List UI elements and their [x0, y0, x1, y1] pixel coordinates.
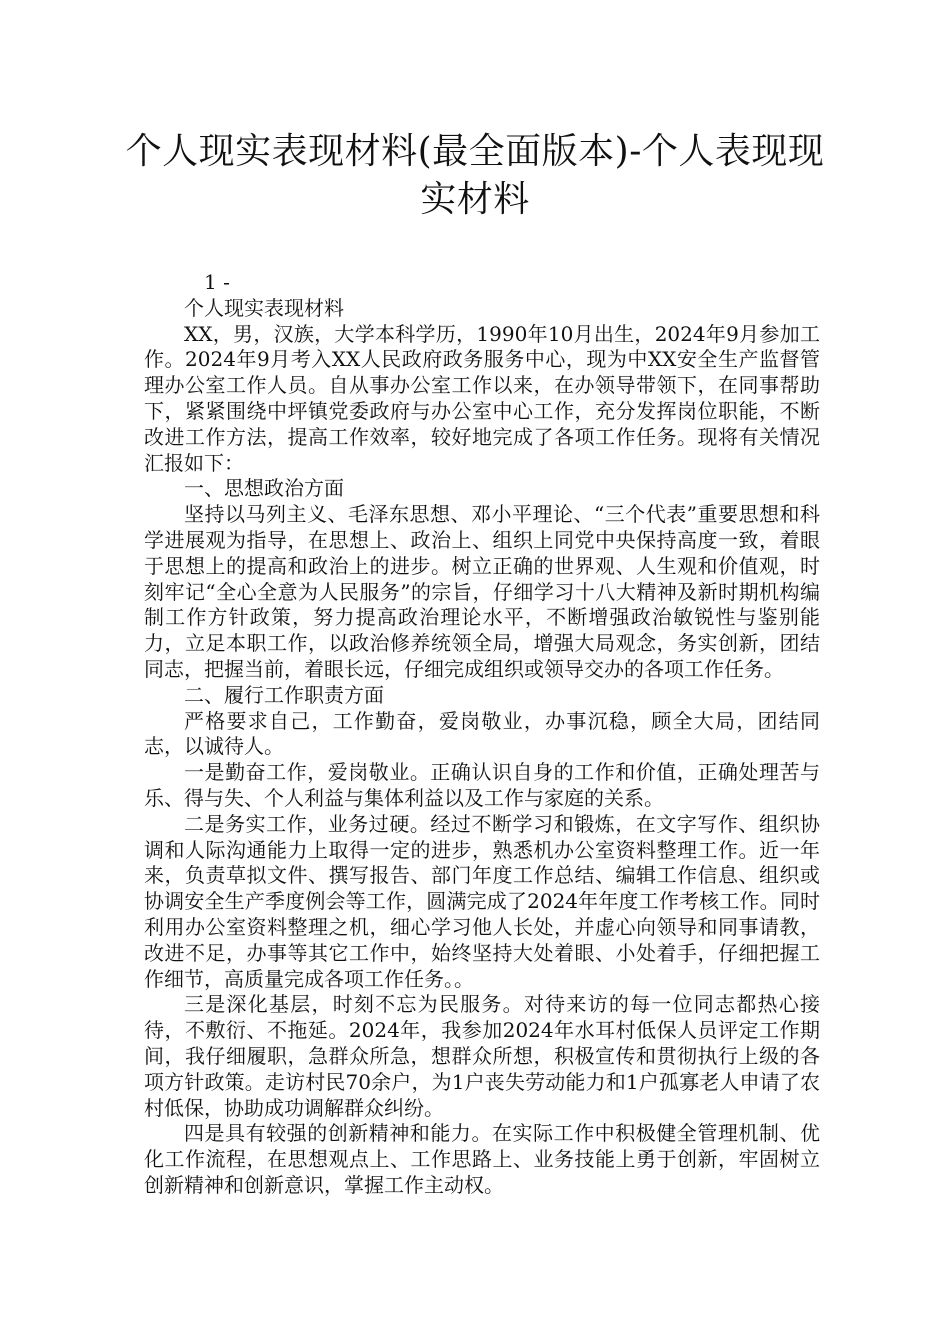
paragraph: 二是务实工作，业务过硬。经过不断学习和锻炼，在文字写作、组织协调和人际沟通能力上取得一定的进步，熟悉机办公室资料整理工作。近一年来，负责草拟文件、撰写报告、部门年度工作总结、编辑工作信息、组织或协调安全生产季度例会等工作，圆满完成了2024年年度工作考核工作。同时利用办公室资料整理之机，细心学习他人长处，并虚心向领导和同事请教，改进不足，办事等其它工作中，始终坚持大处着眼、小处着手，仔细把握工作细节，高质量完成各项工作任务。。: [144, 811, 820, 991]
paragraph: XX，男，汉族，大学本科学历，1990年10月出生，2024年9月参加工作。2024年9月考入XX人民政府政务服务中心，现为中XX安全生产监督管理办公室工作人员。自从事办公室工作以来，在办领导带领下，在同事帮助下，紧紧围绕中坪镇党委政府与办公室中心工作，充分发挥岗位职能，不断改进工作方法，提高工作效率，较好地完成了各项工作任务。现将有关情况汇报如下：: [144, 321, 820, 475]
paragraph: 三是深化基层，时刻不忘为民服务。对待来访的每一位同志都热心接待，不敷衍、不拖延。2024年，我参加2024年水耳村低保人员评定工作期间，我仔细履职，急群众所急，想群众所想，积极宣传和贯彻执行上级的各项方针政策。走访村民70余户，为1户丧失劳动能力和1户孤寡老人申请了农村低保，协助成功调解群众纠纷。: [144, 992, 820, 1120]
document-title: 个人现实表现材料(最全面版本)-个人表现现实材料: [125, 131, 825, 220]
section-heading: 二、履行工作职责方面: [184, 682, 384, 707]
paragraph: 坚持以马列主义、毛泽东思想、邓小平理论、“三个代表”重要思想和科学进展观为指导，在思想上、政治上、组织上同党中央保持高度一致，着眼于思想上的提高和政治上的进步。树立正确的世界观、人生观和价值观，时刻牢记“全心全意为人民服务”的宗旨，仔细学习十八大精神及新时期机构编制工作方针政策，努力提高政治理论水平，不断增强政治敏锐性与鉴别能力，立足本职工作，以政治修养统领全局，增强大局观念，务实创新，团结同志，把握当前，着眼长远，仔细完成组织或领导交办的各项工作任务。: [144, 502, 820, 681]
paragraph: 严格要求自己，工作勤奋，爱岗敬业，办事沉稳，顾全大局，团结同志，以诚待人。: [144, 708, 820, 759]
section-heading: 一、思想政治方面: [184, 476, 344, 501]
paragraph: 一是勤奋工作，爱岗敬业。正确认识自身的工作和价值，正确处理苦与乐、得与失、个人利益与集体利益以及工作与家庭的关系。: [144, 760, 820, 810]
page-number: 1 -: [204, 270, 230, 294]
section-heading: 个人现实表现材料: [184, 295, 344, 320]
document-body: [144, 270, 820, 1199]
paragraph: 四是具有较强的创新精神和能力。在实际工作中积极健全管理机制、优化工作流程，在思想观点上、工作思路上、业务技能上勇于创新，牢固树立创新精神和创新意识，掌握工作主动权。: [144, 1121, 820, 1197]
